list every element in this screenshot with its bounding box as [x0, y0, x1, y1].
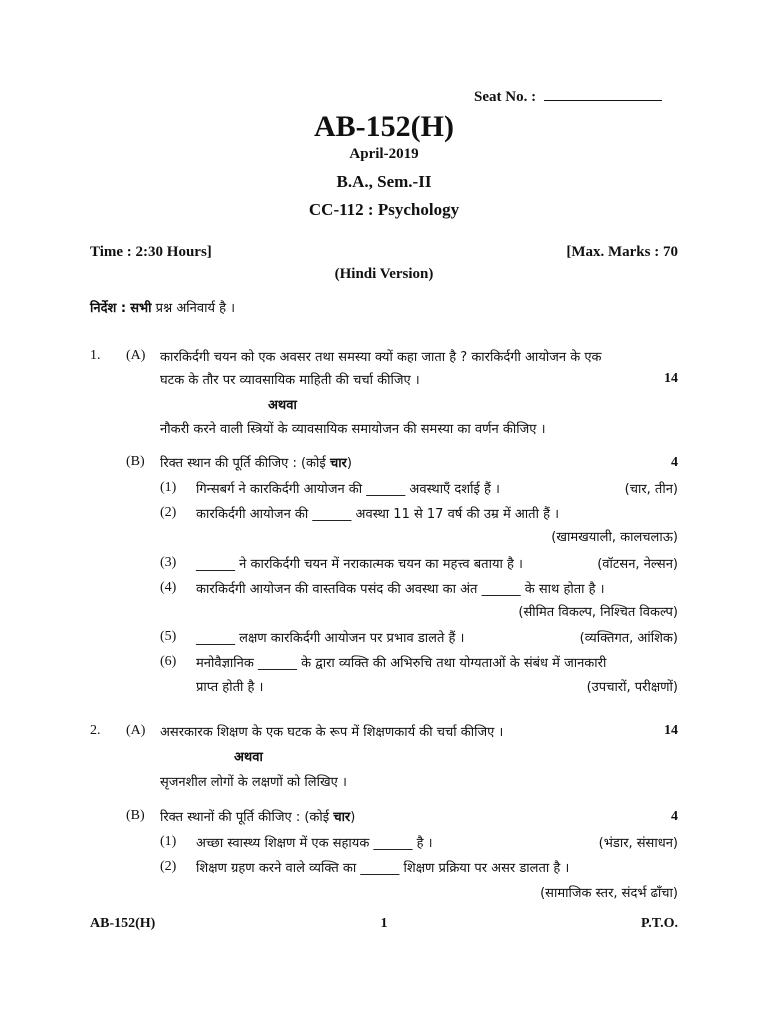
q1-number: 1. — [90, 348, 101, 363]
q1b-item-options: (वॉटसन, नेल्सन) — [597, 557, 678, 572]
q2b-item-options: (भंडार, संसाधन) — [598, 836, 678, 851]
q1b-close: ) — [346, 456, 352, 471]
q2b-marks: 4 — [671, 809, 678, 824]
q1b-item-number: (5) — [160, 629, 177, 644]
q1b-item-text: ______ लक्षण कारकिर्दगी आयोजन पर प्रभाव डालते हैं । — [196, 631, 465, 646]
q1b-label: (B) — [126, 454, 145, 469]
q2a-alternative: सृजनशील लोगों के लक्षणों को लिखिए । — [160, 775, 347, 790]
q1b-item-options: (चार, तीन) — [624, 482, 678, 497]
q1b-marks: 4 — [671, 455, 678, 470]
seat-number-field — [474, 88, 662, 106]
q1b-text: रिक्त स्थान की पूर्ति कीजिए : (कोई — [160, 456, 326, 471]
q1b-item-number: (3) — [160, 555, 177, 570]
q2b-instruction — [160, 807, 355, 825]
q2a-line1: असरकारक शिक्षण के एक घटक के रूप में शिक्षणकार्य की चर्चा कीजिए । — [160, 725, 504, 740]
q1b-instruction — [160, 453, 352, 471]
q1b-item-text: कारकिर्दगी आयोजन की वास्तविक पसंद की अवस्था का अंत ______ के साथ होता है । — [196, 582, 605, 597]
q2b-label: (B) — [126, 808, 145, 823]
q1b-item-number: (4) — [160, 580, 177, 595]
subject-name: CC-112 : Psychology — [308, 200, 460, 219]
seat-blank-line — [544, 88, 662, 101]
q1b-item-text: गिन्सबर्ग ने कारकिर्दगी आयोजन की ______ अवस्थाएँ दर्शाई हैं । — [196, 482, 500, 497]
q2a-label: (A) — [126, 723, 146, 738]
q2b-item-text: अच्छा स्वास्थ्य शिक्षण में एक सहायक ______ है । — [196, 836, 433, 851]
course-name: B.A., Sem.-II — [336, 172, 432, 191]
q1a-line1: कारकिर्दगी चयन को एक अवसर तथा समस्या क्यों कहा जाता है ? कारकिर्दगी आयोजन के एक — [160, 350, 602, 365]
q1b-item-text: कारकिर्दगी आयोजन की ______ अवस्था 11 से 17 वर्ष की उम्र में आती हैं । — [196, 507, 560, 522]
q1a-line2: घटक के तौर पर व्यावसायिक माहिती की चर्चा कीजिए । — [160, 373, 420, 388]
q1a-marks: 14 — [664, 371, 678, 386]
q2b-item-options: (सामाजिक स्तर, संदर्भ ढाँचा) — [540, 886, 678, 901]
footer-page-number: 1 — [380, 916, 388, 931]
seat-label: Seat No. : — [474, 89, 537, 105]
q1b-item-text: ______ ने कारकिर्दगी चयन में नराकात्मक चयन का महत्त्व बताया है । — [196, 557, 523, 572]
exam-date: April-2019 — [349, 146, 419, 162]
q1b-item-number: (1) — [160, 480, 177, 495]
footer-pto: P.T.O. — [641, 916, 678, 931]
q1b-item-number: (6) — [160, 654, 177, 669]
q1b-item-options: (व्यक्तिगत, आंशिक) — [579, 631, 678, 646]
q2b-item-number: (2) — [160, 859, 177, 874]
q1b-item-options: (उपचारों, परीक्षणों) — [586, 680, 678, 695]
q1b-item-options: (सीमित विकल्प, निश्चित विकल्प) — [518, 605, 678, 620]
q2a-or: अथवा — [234, 750, 263, 765]
q1b-item-text: मनोवैज्ञानिक ______ के द्वारा व्यक्ति की अभिरुचि तथा योग्यताओं के संबंध में जानकारी — [196, 656, 607, 671]
q2a-marks: 14 — [664, 723, 678, 738]
instruction-bold-word: सभी — [130, 301, 152, 316]
q2b-close: ) — [350, 810, 356, 825]
q1b-bold-word: चार — [329, 456, 347, 471]
q1b-item-number: (2) — [160, 505, 177, 520]
instruction — [90, 298, 235, 316]
q1a-or: अथवा — [268, 398, 297, 413]
q2b-item-text: शिक्षण ग्रहण करने वाले व्यक्ति का ______ शिक्षण प्रक्रिया पर असर डालता है । — [196, 861, 570, 876]
footer-paper-code: AB-152(H) — [90, 916, 156, 931]
q1b-item-text-continued: प्राप्त होती है । — [196, 680, 264, 695]
q1b-item-options: (खामखयाली, कालचलाऊ) — [551, 530, 678, 545]
q1a-label: (A) — [126, 348, 146, 363]
q2b-bold-word: चार — [333, 810, 351, 825]
q2b-item-number: (1) — [160, 834, 177, 849]
exam-time: Time : 2:30 Hours] — [90, 244, 212, 260]
paper-code: AB-152(H) — [314, 110, 454, 143]
q1a-alternative: नौकरी करने वाली स्त्रियों के व्यावसायिक समायोजन की समस्या का वर्णन कीजिए । — [160, 422, 546, 437]
instruction-text: प्रश्न अनिवार्य है । — [155, 301, 236, 316]
version-label: (Hindi Version) — [334, 266, 434, 282]
q2b-text: रिक्त स्थानों की पूर्ति कीजिए : (कोई — [160, 810, 330, 825]
max-marks: [Max. Marks : 70 — [566, 244, 678, 260]
instruction-label: निर्देश : — [90, 301, 127, 316]
q2-number: 2. — [90, 723, 101, 738]
